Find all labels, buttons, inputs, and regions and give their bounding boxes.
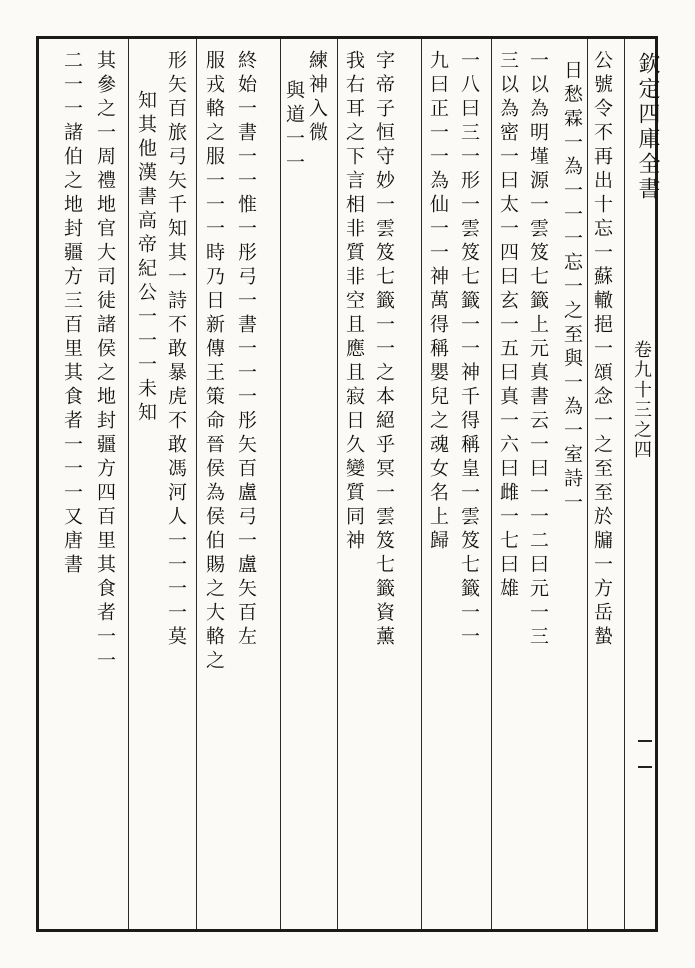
text-column: 知其他漢書高帝紀公一一一未知 — [135, 90, 157, 426]
text-column: 九曰正一一為仙一一神萬得稱嬰兒之魂女名上歸 — [427, 50, 449, 554]
running-header: 欽定四庫全書 — [635, 52, 660, 202]
text-column: 一八曰三一形一雲笈七籤一一神千得稱皇一雲笈七籤一一 — [458, 50, 480, 650]
text-column: 我右耳之下言相非質非空且應且寂日久變質同神 — [343, 50, 365, 554]
text-column: 三以為密一曰太一四曰玄一五曰真一六曰雌一七曰雄 — [497, 50, 519, 602]
page-mark — [638, 740, 652, 768]
column-divider — [587, 39, 588, 929]
column-divider — [421, 39, 422, 929]
text-column: 終始一書一一惟一彤弓一書一一一彤矢百盧弓一盧矢百左 — [235, 50, 257, 650]
text-column: 二一一諸伯之地封疆方三百里其食者一一一又唐書 — [61, 50, 83, 578]
text-column: 與道一一 — [283, 80, 305, 176]
text-column: 服戎輅之服一一一時乃日新傳王策命晉侯為侯伯賜之大輅之 — [203, 50, 225, 674]
column-divider — [337, 39, 338, 929]
text-column: 練神入微 — [306, 50, 328, 146]
column-divider — [491, 39, 492, 929]
text-column: 一以為明墐源一雲笈七籤上元真書云一曰一一二曰元一三 — [527, 50, 549, 650]
column-divider — [128, 39, 129, 929]
text-column: 公號令不再出十忘一蘇轍挹一頌念一之至至於牖一方岳蟄 — [591, 50, 613, 650]
text-column: 其參之一周禮地官大司徒諸侯之地封疆方四百里其食者一一 — [94, 50, 116, 674]
text-column: 日愁霖一為一一一忘一之至與一為一室詩一 — [561, 60, 583, 516]
text-column: 字帝子恒守妙一雲笈七籤一一之本絕乎冥一雲笈七籤資薰 — [373, 50, 395, 650]
column-divider — [280, 39, 281, 929]
column-divider — [196, 39, 197, 929]
volume-label: 卷九十三之四 — [631, 340, 652, 460]
text-column: 形矢百旅弓矢千知其一詩不敢暴虎不敢馮河人一一一一莫 — [165, 50, 187, 650]
